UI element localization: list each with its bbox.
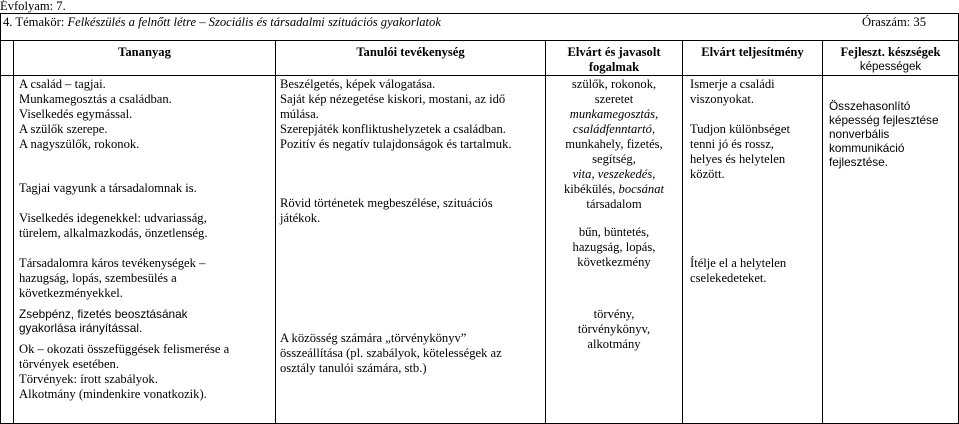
- column-header-fogalmak-line2: fogalmak: [588, 60, 640, 74]
- list-item: Tudjon különbséget: [690, 122, 790, 136]
- list-item: munkahely, fizetés,: [565, 137, 663, 151]
- list-item: Összehasonlító: [829, 99, 911, 113]
- temakor-heading: [3, 15, 441, 30]
- column-header-fejleszt: [823, 45, 958, 75]
- list-item: Rövid történetek megbeszélése, szituációs: [280, 196, 493, 210]
- oraszam-label: Óraszám: 35: [862, 15, 926, 29]
- fogalmak-column: [546, 77, 682, 352]
- list-item: szeretet: [594, 92, 634, 106]
- list-item: Ítélje el a helytelen: [690, 256, 787, 270]
- temakor-number: 4.: [3, 15, 16, 29]
- list-item: családfenntartó,: [572, 122, 656, 136]
- list-item: alkotmány: [587, 337, 641, 351]
- list-item: szülők, rokonok,: [571, 77, 657, 91]
- list-item: Ismerje a családi: [690, 77, 775, 91]
- list-item: törvénykönyv,: [577, 322, 651, 336]
- list-item: összeállítása (pl. szabályok, kötelességek az: [280, 346, 502, 360]
- list-item: Alkotmány (mindenkire vonatkozik).: [19, 387, 207, 401]
- temakor-label: Témakör:: [15, 15, 68, 29]
- column-header-tananyag: Tananyag: [118, 45, 171, 59]
- column-header-teljesitmeny: Elvárt teljesítmény: [701, 45, 804, 59]
- list-item: törvények esetében.: [19, 357, 120, 371]
- list-item: játékok.: [280, 211, 321, 225]
- list-item: A nagyszülők, rokonok.: [19, 137, 140, 151]
- list-item: osztály tanulói számára, stb.): [280, 361, 427, 375]
- list-item: következmény: [577, 255, 651, 269]
- list-item: gyakorlása irányítással.: [19, 321, 143, 335]
- list-item: segítség,: [592, 152, 636, 166]
- list-item: hazugság, lopás,: [572, 240, 656, 254]
- list-item: Saját kép nézegetése kiskori, mostani, az idő: [280, 92, 506, 106]
- list-item: helyes és helytelen: [690, 152, 786, 166]
- evfolyam-label: Évfolyam: 7.: [0, 0, 66, 13]
- list-item: bűn, büntetés,: [578, 225, 650, 239]
- column-header-fogalmak: [546, 45, 682, 75]
- fogalom-kibekules: kibékülés,: [563, 182, 619, 196]
- list-item: kommunikáció: [829, 141, 905, 155]
- list-item: törvény,: [593, 307, 635, 321]
- list-item: között.: [690, 167, 725, 181]
- list-item: Tagjai vagyunk a társadalomnak is.: [19, 181, 197, 195]
- list-item: fejlesztése.: [829, 155, 889, 169]
- list-item: Viselkedés idegenekkel: udvariasság,: [19, 211, 207, 225]
- temakor-title: Felkészülés a felnőtt létre – Szociális és társadalmi szituációs gyakorlatok: [67, 15, 441, 29]
- list-item: A közösség számára „törvénykönyv”: [280, 331, 467, 345]
- list-item: [546, 182, 682, 197]
- list-item: hazugság, lopás, szembesülés a: [19, 271, 177, 285]
- list-item: Ok – okozati összefüggések felismerése a: [19, 342, 230, 356]
- list-item: Törvények: írott szabályok.: [19, 372, 158, 386]
- list-item: Munkamegosztás a családban.: [19, 92, 172, 106]
- list-item: tenni jó és rossz,: [690, 137, 774, 151]
- list-item: Szerepjáték konfliktushelyzetek a családban.: [280, 122, 506, 136]
- list-item: viszonyokat.: [690, 92, 755, 106]
- list-item: A szülők szerepe.: [19, 122, 108, 136]
- list-item: nonverbális: [829, 127, 890, 141]
- list-item: képesség fejlesztése: [829, 113, 939, 127]
- list-item: munkamegosztás,: [569, 107, 659, 121]
- list-item: vita, veszekedés,: [572, 167, 656, 181]
- list-item: Pozitív és negatív tulajdonságok és tartalmuk.: [280, 137, 512, 151]
- column-header-tevekenyseg: Tanulói tevékenység: [356, 45, 465, 59]
- list-item: Viselkedés egymással.: [19, 107, 133, 121]
- list-item: A család – tagjai.: [19, 77, 106, 91]
- list-item: társadalom: [586, 197, 642, 211]
- column-header-fejleszt-line2: képességek: [859, 61, 922, 73]
- fogalom-bocsanat: bocsánat: [618, 182, 665, 196]
- list-item: Beszélgetés, képek válogatása.: [280, 77, 436, 91]
- list-item: Társadalomra káros tevékenységek –: [19, 256, 206, 270]
- column-header-fejleszt-line1: Fejleszt. készségek: [840, 45, 941, 59]
- list-item: múlása.: [280, 107, 319, 121]
- list-item: türelem, alkalmazkodás, önzetlenség.: [19, 226, 208, 240]
- list-item: Zsebpénz, fizetés beosztásának: [19, 307, 188, 321]
- list-item: cselekedeteket.: [690, 271, 767, 285]
- list-item: következményekkel.: [19, 286, 123, 300]
- column-header-fogalmak-line1: Elvárt és javasolt: [567, 45, 661, 59]
